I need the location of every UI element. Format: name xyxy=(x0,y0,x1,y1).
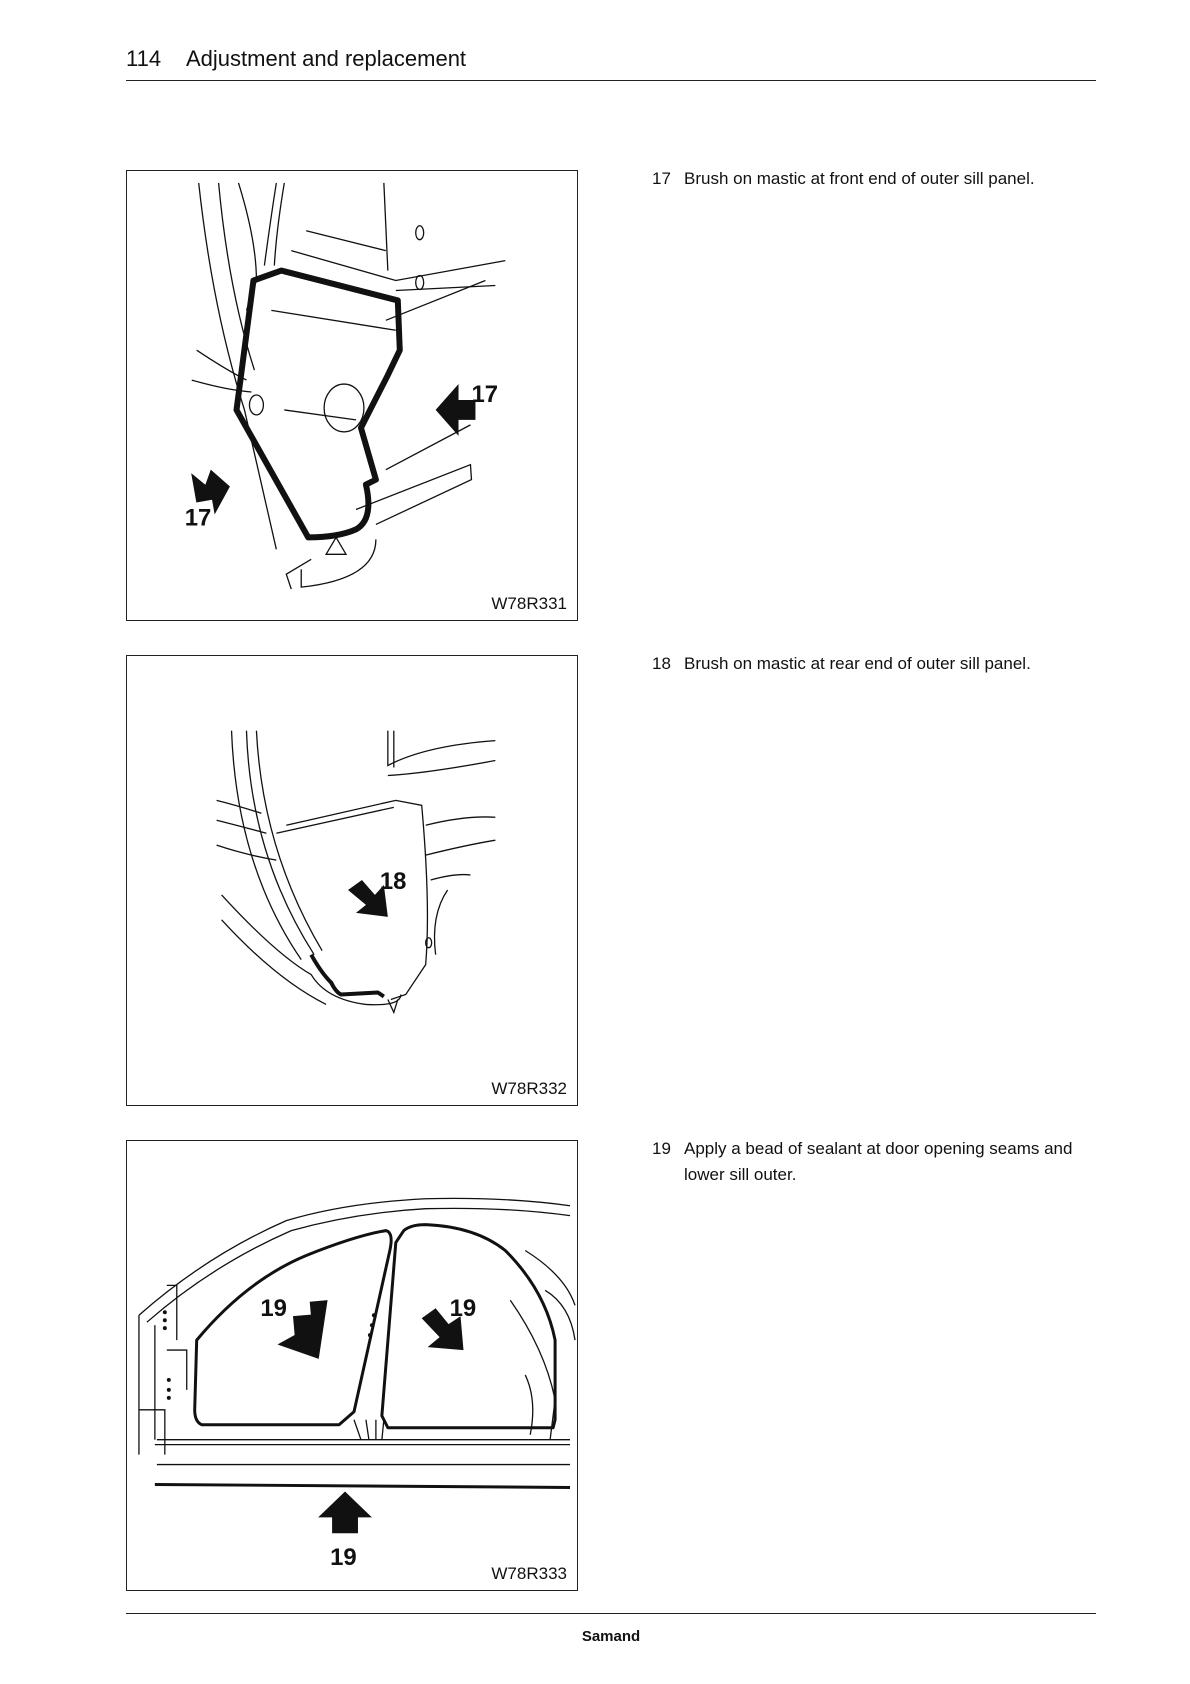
step-text: Brush on mastic at rear end of outer sill panel. xyxy=(684,654,1031,673)
arrow-17-right xyxy=(436,384,476,436)
figure-rear-sill xyxy=(126,655,578,1106)
callout-19-right: 19 xyxy=(449,1295,477,1323)
step-number: 19 xyxy=(652,1139,671,1158)
figure-front-sill xyxy=(126,170,578,621)
page-number: 114 xyxy=(126,46,162,71)
rear-sill-illustration xyxy=(127,656,577,1105)
step-number: 18 xyxy=(652,654,671,673)
page-title: Adjustment and replacement xyxy=(186,46,467,71)
callout-19-left: 19 xyxy=(260,1295,287,1323)
figure-door-openings xyxy=(126,1140,578,1591)
callout-17-left: 17 xyxy=(184,504,212,532)
door-openings-illustration xyxy=(127,1141,577,1590)
page-footer xyxy=(126,1613,1096,1645)
footer-brand: Samand xyxy=(581,1628,641,1645)
arrow-19-bottom xyxy=(318,1491,372,1533)
step-number: 17 xyxy=(652,169,671,188)
step-text: Brush on mastic at front end of outer sill panel. xyxy=(684,169,1035,188)
front-sill-illustration xyxy=(127,171,577,620)
figure-code: W78R331 xyxy=(491,594,567,613)
figure-code: W78R333 xyxy=(491,1564,567,1583)
callout-17-right: 17 xyxy=(471,380,499,408)
step-text: Apply a bead of sealant at door opening seams and lower sill outer. xyxy=(684,1139,1073,1184)
figure-code: W78R332 xyxy=(491,1079,567,1098)
callout-18: 18 xyxy=(379,867,407,895)
callout-19-bottom: 19 xyxy=(330,1544,357,1572)
page-header xyxy=(126,44,1096,81)
